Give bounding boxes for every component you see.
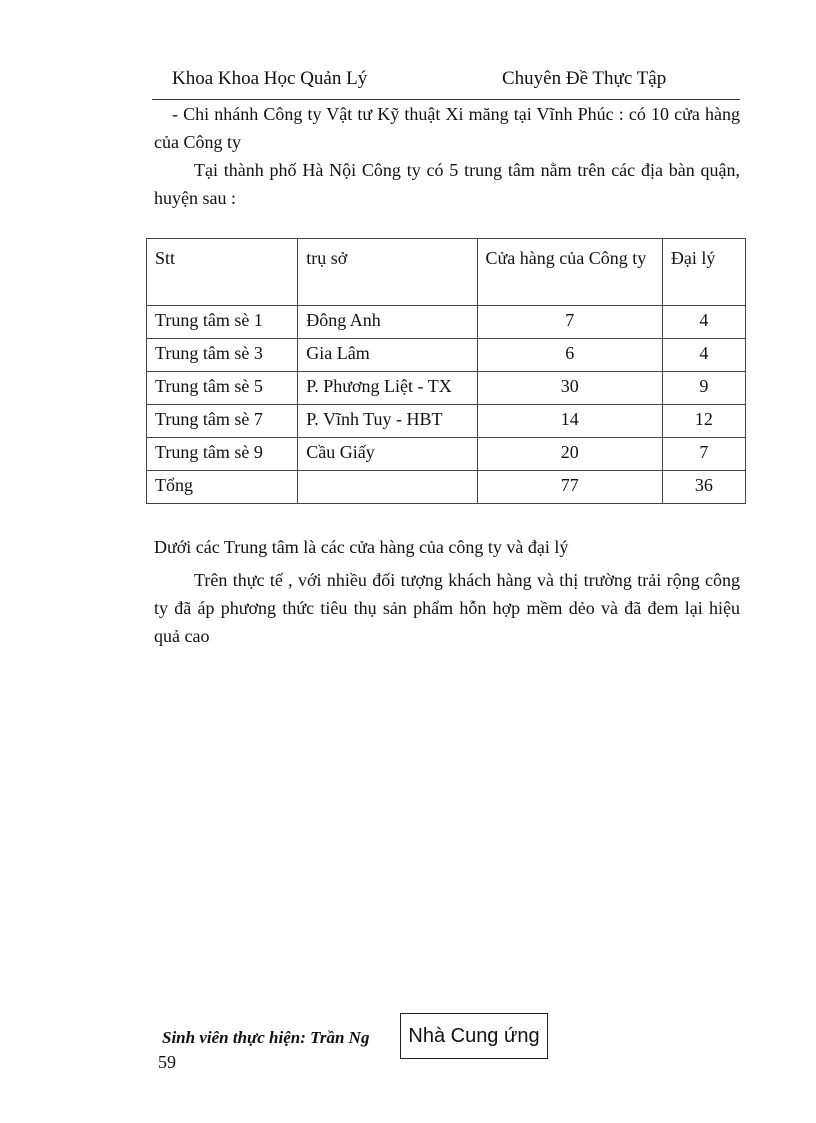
cell-center: Trung tâm sè 7 xyxy=(147,405,298,438)
cell-location xyxy=(298,471,477,504)
cell-center: Trung tâm sè 5 xyxy=(147,372,298,405)
cell-location: P. Vĩnh Tuy - HBT xyxy=(298,405,477,438)
cell-location: Đông Anh xyxy=(298,306,477,339)
footer-author: Sinh viên thực hiện: Trần Ng xyxy=(162,1028,370,1047)
cell-agents: 9 xyxy=(662,372,745,405)
column-header-location: trụ sở xyxy=(298,239,477,306)
cell-agents: 4 xyxy=(662,339,745,372)
cell-stores: 30 xyxy=(477,372,662,405)
paragraph-sales-method: Trên thực tế , với nhiều đối tượng khách hàng và thị trường trải rộng công ty đã áp phương thức tiêu thụ sản phẩm hỗn hợp mềm dẻo và đã đem lại hiệu quả cao xyxy=(154,570,740,646)
cell-location: Gia Lâm xyxy=(298,339,477,372)
header-department: Khoa Khoa Học Quản Lý xyxy=(172,68,368,89)
cell-stores: 6 xyxy=(477,339,662,372)
cell-stores: 20 xyxy=(477,438,662,471)
column-header-agents: Đại lý xyxy=(662,239,745,306)
cell-total-agents: 36 xyxy=(662,471,745,504)
paragraph-vinh-phuc-branch: - Chi nhánh Công ty Vật tư Kỹ thuật Xi măng tại Vĩnh Phúc : có 10 cửa hàng của Công ty xyxy=(154,104,740,152)
cell-agents: 12 xyxy=(662,405,745,438)
table-total-row xyxy=(147,471,746,504)
cell-center: Trung tâm sè 3 xyxy=(147,339,298,372)
cell-stores: 7 xyxy=(477,306,662,339)
cell-center: Trung tâm sè 1 xyxy=(147,306,298,339)
centers-table xyxy=(146,238,746,504)
table-header-row xyxy=(147,239,746,306)
paragraph-hanoi-centers: Tại thành phố Hà Nội Công ty có 5 trung tâm nằm trên các địa bàn quận, huyện sau : xyxy=(154,160,740,208)
table-row xyxy=(147,372,746,405)
cell-agents: 7 xyxy=(662,438,745,471)
table-row xyxy=(147,339,746,372)
cell-agents: 4 xyxy=(662,306,745,339)
table-row xyxy=(147,438,746,471)
table-row xyxy=(147,306,746,339)
header-document-type: Chuyên Đề Thực Tập xyxy=(502,68,667,89)
supplier-label-box: Nhà Cung ứng xyxy=(400,1013,548,1059)
column-header-stt: Stt xyxy=(147,239,298,306)
table-row xyxy=(147,405,746,438)
cell-total-label: Tổng xyxy=(147,471,298,504)
cell-total-stores: 77 xyxy=(477,471,662,504)
paragraph-under-centers: Dưới các Trung tâm là các cửa hàng của công ty và đại lý xyxy=(154,537,569,557)
column-header-stores: Cửa hàng của Công ty xyxy=(477,239,662,306)
cell-stores: 14 xyxy=(477,405,662,438)
page-number: 59 xyxy=(158,1052,176,1072)
cell-location: Cầu Giấy xyxy=(298,438,477,471)
cell-center: Trung tâm sè 9 xyxy=(147,438,298,471)
cell-location: P. Phương Liệt - TX xyxy=(298,372,477,405)
